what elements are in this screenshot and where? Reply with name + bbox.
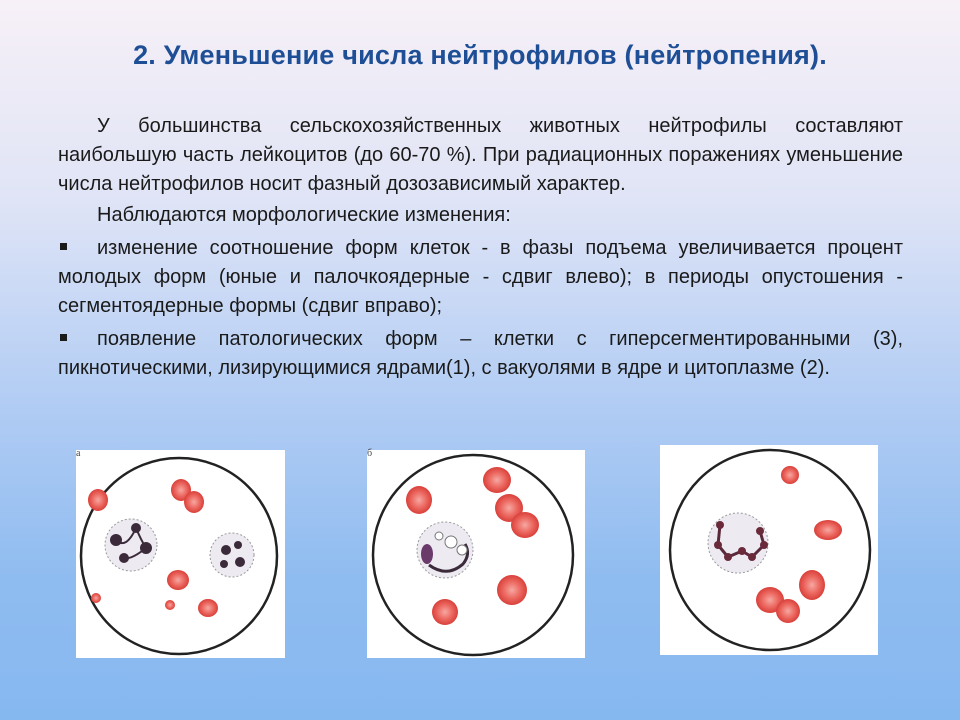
figure-label: б — [367, 448, 373, 459]
blood-smear-pyknotic-nuclei-icon — [76, 450, 285, 658]
slide-body — [58, 112, 903, 383]
figure-smear-b — [367, 450, 585, 658]
figure-label: а — [76, 448, 81, 459]
blood-smear-vacuoles-icon — [367, 450, 585, 658]
bullet-square-icon — [60, 243, 67, 250]
bullet-text: появление патологических форм – клетки с гиперсегментированными (3), пикнотическими, лизирующимися ядрами(1), с вакуолями в ядре и цитоплазме (2). — [58, 328, 903, 379]
bullet-item — [58, 234, 903, 321]
slide-title: 2. Уменьшение числа нейтрофилов (нейтропения). — [133, 40, 827, 70]
figure-smear-a — [76, 450, 285, 658]
bullet-square-icon — [60, 334, 67, 341]
paragraph-neutrophils: У большинства сельскохозяйственных животных нейтрофилы составляют наибольшую часть лейкоцитов (до 60-70 %). При радиационных поражениях уменьшение числа нейтрофилов носит фазный дозозависимый характер. — [58, 115, 903, 195]
bullet-item — [58, 325, 903, 383]
paragraph-morphology: Наблюдаются морфологические изменения: — [97, 204, 511, 226]
figure-smear-c — [660, 445, 878, 655]
blood-smear-hypersegmented-icon — [660, 445, 878, 655]
bullet-text: изменение соотношение форм клеток - в фазы подъема увеличивается процент молодых форм (юные и палочкоядерные - сдвиг влево); в периоды опустошения - сегментоядерные формы (сдвиг вправо); — [58, 237, 903, 317]
